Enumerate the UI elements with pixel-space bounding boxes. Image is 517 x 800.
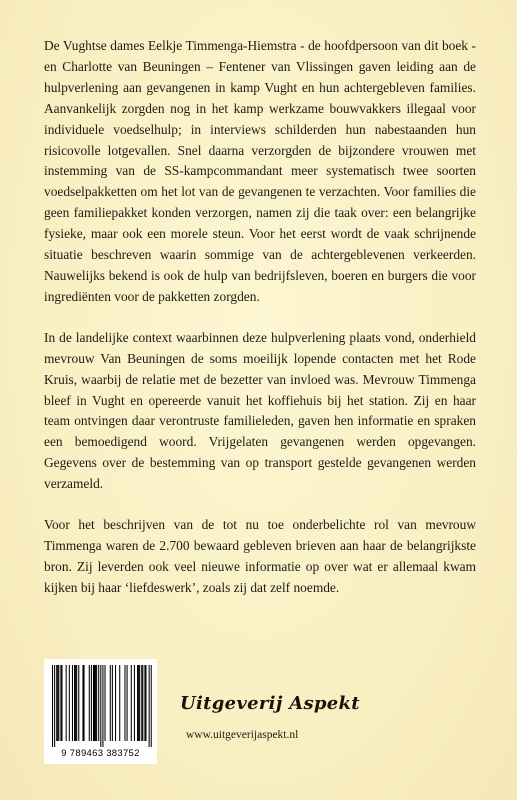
barcode-bar <box>58 665 59 741</box>
barcode-bar <box>124 665 125 741</box>
barcode-bar <box>96 665 97 741</box>
barcode-icon <box>44 659 157 749</box>
blurb-paragraph-2: In de landelijke context waarbinnen deze hulpverlening plaats vond, onderhield mevrouw Van Beuningen de soms moeilijk lopende contacten met het Rode Kruis, waarbij de relatie met de bezetter van invloed was. Mevrouw Timmenga bleef in Vught en opereerde vanuit het koffiehuis bij het station. Zij en haar team ontvingen daar verontruste familieleden, gaven hen informatie en spraken een bemoedigend woord. Vrijgelaten gevangenen werden opgevangen. Gegevens over de bestemming van op transport gestelde gevangenen werden verzameld. <box>44 329 476 492</box>
barcode-bar <box>102 665 103 747</box>
barcode-bar <box>60 665 61 741</box>
isbn-digits: 9 789463 383752 <box>61 748 140 759</box>
barcode-bar <box>142 665 143 741</box>
barcode-bar <box>74 665 75 741</box>
blurb-paragraph-3: Voor het beschrijven van de tot nu toe onderbelichte rol van mevrouw Timmenga waren de 2.700 bewaard gebleven brieven aan haar de belangrijkste bron. Zij leverden ook veel nieuwe informatie op over wat er allemaal kwam kijken bij haar ‘liefdeswerk’, zoals zij dat zelf noemde. <box>44 517 476 595</box>
publisher-url: www.uitgeverijaspekt.nl <box>186 729 299 741</box>
barcode-bar <box>82 665 83 741</box>
blurb-text <box>44 36 476 619</box>
barcode-bar <box>66 665 67 741</box>
barcode-bar <box>138 665 139 741</box>
publisher-logo: Uitgeverij Aspekt <box>180 693 360 714</box>
barcode-bar <box>144 665 145 741</box>
barcode-bar <box>69 665 70 741</box>
barcode-bar <box>61 665 62 741</box>
barcode-bar <box>78 665 79 741</box>
barcode-bar <box>100 665 101 747</box>
barcode-bar <box>127 665 128 741</box>
barcode-bar <box>54 665 55 747</box>
barcode-bar <box>52 665 53 747</box>
barcode-bar <box>56 665 57 741</box>
barcode-bar <box>57 665 58 741</box>
barcode-bar <box>137 665 138 741</box>
barcode-bar <box>119 665 120 741</box>
barcode-bar <box>141 665 142 741</box>
barcode-bar <box>151 665 152 747</box>
barcode-bar <box>91 665 92 741</box>
barcode-bar <box>115 665 116 741</box>
barcode-bar <box>95 665 96 741</box>
blurb-paragraph-1: De Vughtse dames Eelkje Timmenga-Hiemstra - de hoofdpersoon van dit boek - en Charlotte van Beuningen – Fentener van Vlissingen gaven leiding aan de hulpverlening aan gevangenen in kamp Vught en hun achtergebleven families. Aanvankelijk zorgden nog in het kamp werkzame bouwvakkers illegaal voor individuele voedselhulp; in interviews schilderden hun nabestaanden hun risicovolle lotgevallen. Snel daarna verzorgden de bijzondere vrouwen met instemming van de SS-kampcommandant meer systematisch twee soorten voedselpakketten om het lot van de gevangenen te verzachten. Voor families die geen familiepakket konden verzorgen, namen zij die taak over: een belangrijke fysieke, maar ook een morele steun. Voor het eerst wordt de vaak schrijnende situatie beschreven waarin sommige van de achtergeblevenen verkeerden. Nauwelijks bekend is ook de hulp van bedrijfsleven, boeren en burgers die voor ingrediënten voor de pakketten zorgden. <box>44 38 476 304</box>
barcode-bar <box>105 665 106 741</box>
barcode-bar <box>76 665 77 741</box>
barcode-bar <box>89 665 90 741</box>
barcode-bar <box>139 665 140 741</box>
barcode-bar <box>94 665 95 741</box>
barcode-bar <box>93 665 94 741</box>
barcode-bar <box>112 665 113 741</box>
barcode-bar <box>110 665 111 741</box>
barcode-bar <box>145 665 146 741</box>
barcode-bar <box>134 665 135 741</box>
barcode-bar <box>75 665 76 741</box>
barcode-bar <box>72 665 73 741</box>
barcode-bar <box>84 665 85 741</box>
barcode-bar <box>149 665 150 747</box>
barcode-bar <box>131 665 132 741</box>
barcode-bar <box>98 665 99 741</box>
